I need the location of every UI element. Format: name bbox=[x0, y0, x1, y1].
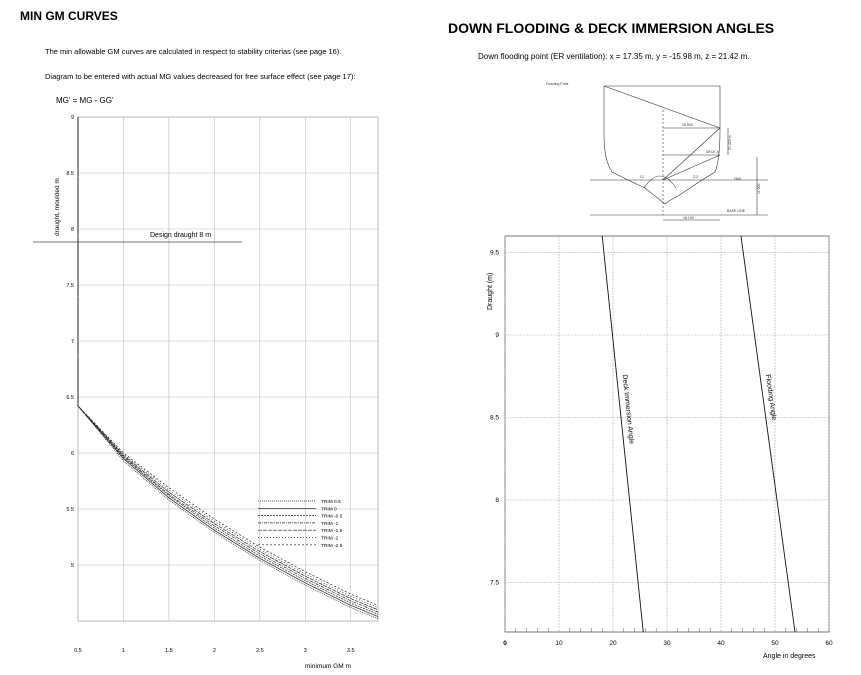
flooding-series-line bbox=[602, 236, 643, 632]
min-gm-y-tick: 6 bbox=[70, 451, 74, 457]
ship-label-zz: Z-Z bbox=[693, 175, 699, 179]
min-gm-y-tick: 9 bbox=[70, 115, 74, 121]
min-gm-y-tick: 5.5 bbox=[66, 507, 74, 513]
right-heading: DOWN FLOODING & DECK IMMERSION ANGLES bbox=[448, 20, 775, 36]
flooding-series-line bbox=[741, 236, 795, 632]
min-gm-x-tick: 2.5 bbox=[255, 648, 264, 654]
min-gm-x-tick: 1 bbox=[121, 648, 125, 654]
min-gm-y-tick: 5 bbox=[70, 563, 74, 569]
flooding-x-tick: 10 bbox=[555, 640, 563, 647]
min-gm-x-tick: 3.5 bbox=[346, 648, 355, 654]
flooding-y-tick: 9 bbox=[495, 332, 499, 339]
flooding-x-tick: 20 bbox=[609, 640, 617, 647]
flooding-x-tick: 40 bbox=[717, 640, 725, 647]
min-gm-legend-label: TRIM -2.5 bbox=[321, 543, 343, 549]
flooding-series-label: Flooding Angle bbox=[763, 373, 778, 421]
min-gm-legend-label: TRIM -2 bbox=[321, 536, 339, 542]
min-gm-y-tick: 8 bbox=[70, 227, 74, 233]
flooding-xlabel: Angle in degrees bbox=[763, 653, 816, 660]
flooding-tick-labels bbox=[490, 250, 833, 648]
min-gm-xlabel: minimum GM m bbox=[305, 663, 351, 670]
min-gm-x-tick: 3 bbox=[303, 648, 307, 654]
flooding-y-tick: 8.5 bbox=[489, 414, 499, 422]
ship-label-height: 21.420 m bbox=[728, 135, 732, 150]
flooding-x-tick: 60 bbox=[825, 640, 833, 647]
flooding-y-tick: 9.5 bbox=[489, 249, 499, 257]
flooding-ylabel: Draught (m) bbox=[487, 272, 494, 310]
min-gm-y-tick: 6.5 bbox=[66, 395, 74, 401]
design-draught-label: Design draught 8 m bbox=[150, 232, 212, 239]
flooding-x-tick: 30 bbox=[663, 640, 671, 647]
ship-label-base-line: BASE LINE bbox=[727, 209, 746, 213]
flooding-x-tick: 50 bbox=[771, 640, 779, 647]
ship-label-draught: 11.000 bbox=[757, 183, 761, 194]
flooding-y-tick: 8 bbox=[495, 497, 499, 504]
flooding-series-labels bbox=[621, 374, 778, 445]
ship-label-flooding-point: Flooding Point bbox=[546, 82, 569, 86]
flooding-series-label: Deck Immersion Angle bbox=[620, 374, 635, 445]
left-heading: MIN GM CURVES bbox=[20, 9, 118, 23]
min-gm-x-tick: 0.5 bbox=[74, 648, 82, 654]
ship-label-deck-a: DECK A bbox=[706, 150, 719, 154]
min-gm-legend-label: TRIM -0.5 bbox=[321, 514, 343, 520]
left-note-free-surface: Diagram to be entered with actual MG values decreased for free surface effect (see page 17): bbox=[45, 72, 356, 81]
min-gm-ylabel: draught, moulded m bbox=[54, 178, 61, 236]
left-formula: MG' = MG - GG' bbox=[56, 96, 114, 105]
min-gm-y-tick: 7 bbox=[70, 339, 74, 345]
min-gm-y-tick: 8.5 bbox=[66, 171, 74, 177]
flooding-x-tick: 0 bbox=[503, 640, 507, 647]
ship-label-cl: CL bbox=[640, 175, 645, 179]
left-note-criteria: The min allowable GM curves are calculated in respect to stability criterias (see page 16). bbox=[45, 47, 342, 56]
flooding-grid bbox=[505, 236, 829, 632]
min-gm-x-tick: 2 bbox=[212, 648, 216, 654]
flooding-y-tick: 7.5 bbox=[489, 579, 499, 587]
min-gm-legend-label: TRIM -1.5 bbox=[321, 529, 343, 535]
right-subtitle: Down flooding point (ER ventilation): x = 17.35 m, y = -15.98 m, z = 21.42 m. bbox=[478, 52, 750, 61]
ship-label-dist-bottom: 16.100 bbox=[683, 216, 694, 220]
min-gm-legend-label: TRIM 0 bbox=[321, 507, 337, 513]
min-gm-x-tick: 1.5 bbox=[165, 648, 173, 654]
min-gm-y-tick: 7.5 bbox=[66, 283, 74, 289]
ship-label-dwl: DWL bbox=[734, 177, 742, 181]
min-gm-legend-label: TRIM 0.5 bbox=[321, 500, 341, 505]
ship-label-dist-top: 16.900 bbox=[682, 123, 693, 127]
min-gm-legend-label: TRIM -1 bbox=[321, 521, 339, 527]
